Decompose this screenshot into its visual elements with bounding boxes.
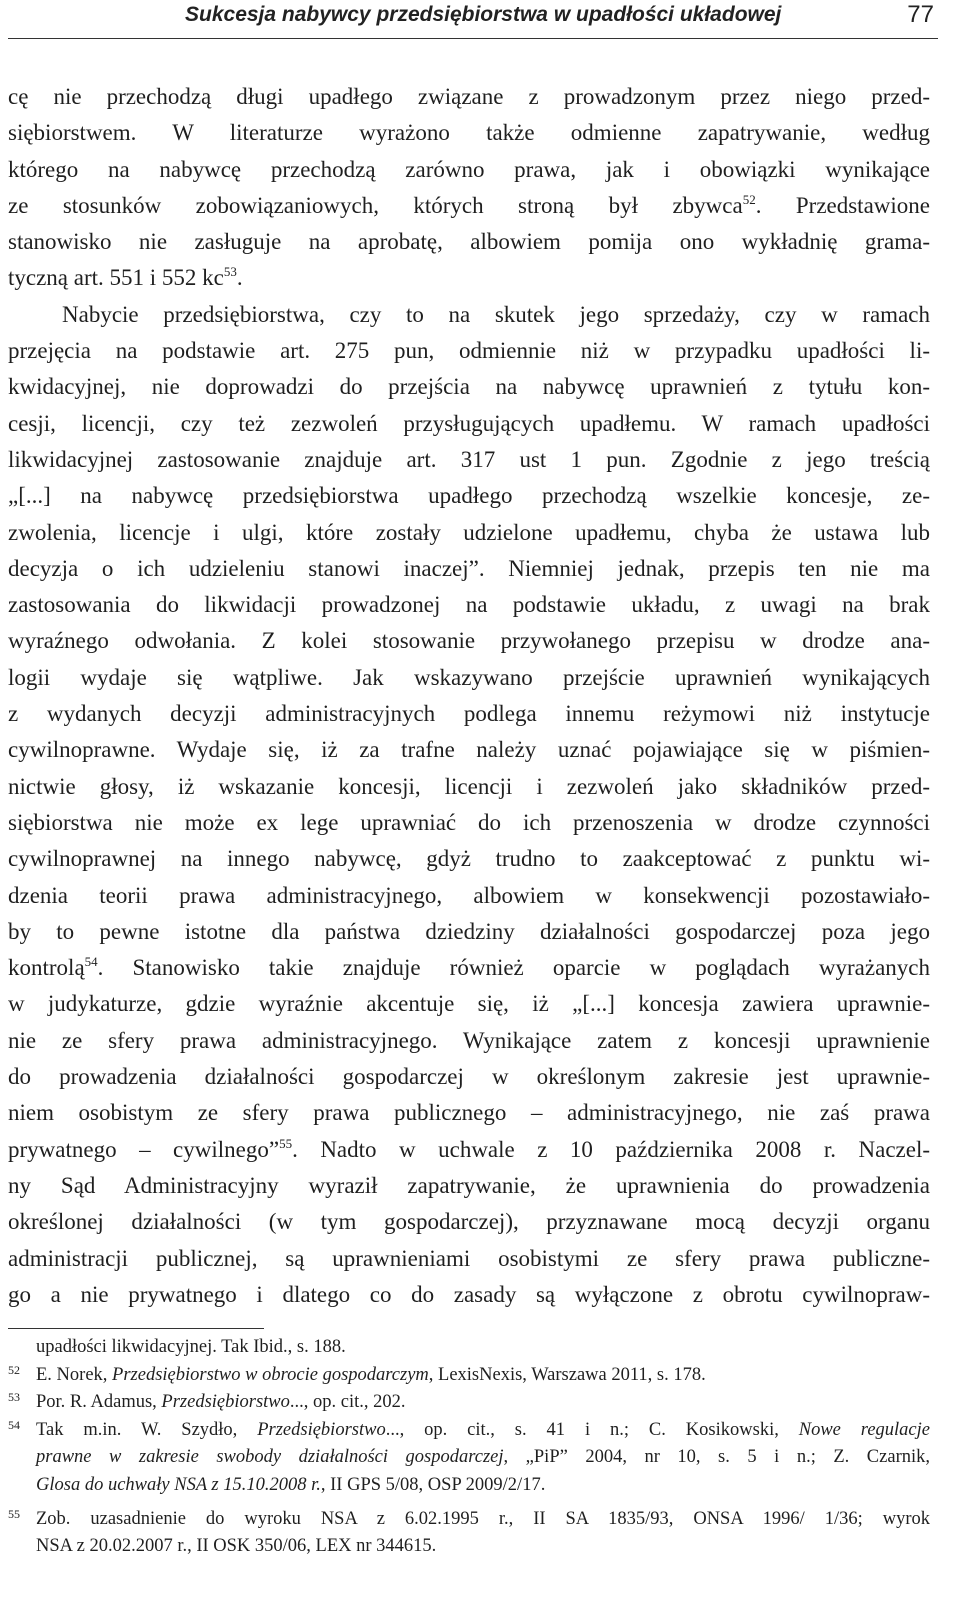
footnote-continuation: upadłości likwidacyjnej. Tak Ibid., s. 188.	[36, 1337, 346, 1357]
text-line: „[...] na nabywcę przedsiębiorstwa upadłego przechodzą wszelkie koncesje, ze-	[8, 483, 930, 509]
main-text	[8, 79, 930, 1313]
text-span: prywatnego – cywilnego”	[8, 1136, 280, 1162]
text-line: nie ze sfery prawa administracyjnego. Wynikające zatem z koncesji uprawnienie	[8, 1027, 930, 1053]
cited-title: Nowe regulacje	[798, 1419, 930, 1440]
cited-title: Przedsiębiorstwo w obrocie gospodarczym	[112, 1364, 429, 1385]
footnote-ref[interactable]: 54	[84, 954, 98, 970]
footnote-55	[8, 1506, 930, 1534]
text-line: nictwie głosy, iż wskazanie koncesji, licencji i zezwoleń jako składników przed-	[8, 773, 930, 799]
text-line: administracji publicznej, są uprawnieniami osobistymi ze sfery prawa publiczne-	[8, 1245, 930, 1271]
footnote-52	[8, 1362, 930, 1390]
cited-title: Przedsiębiorstwo	[161, 1392, 290, 1413]
text-span: , LexisNexis, Warszawa 2011, s. 178.	[428, 1364, 706, 1385]
footnote-number: 55	[8, 1506, 20, 1521]
text-span: , „PiP” 2004, nr 10, s. 5 i n.; Z. Czarnik,	[503, 1447, 930, 1468]
footnote-divider	[8, 1328, 264, 1329]
text-span: . Nadto w uchwale z 10 października 2008 r. Naczel-	[292, 1136, 930, 1162]
footnote-number: 53	[8, 1390, 20, 1405]
text-line: określonej działalności (w tym gospodarczej), przyznawane mocą decyzji organu	[8, 1209, 930, 1235]
text-span: ..., op. cit., s. 41 i n.; C. Kosikowski,	[385, 1419, 799, 1440]
text-line	[8, 950, 930, 986]
text-span: tyczną art. 551 i 552 kc	[8, 265, 224, 291]
footnote-54	[8, 1417, 930, 1445]
page-number: 77	[907, 1, 934, 28]
running-header	[8, 0, 938, 39]
text-line: zwolenia, licencje i ulgi, które zostały udzielone upadłemu, chyba że ustawa lub	[8, 519, 930, 545]
footnote-54-line-2	[8, 1444, 930, 1472]
text-span: , II GPS 5/08, OSP 2009/2/17.	[320, 1474, 546, 1495]
text-line	[8, 260, 930, 296]
footnote-number: 52	[8, 1362, 20, 1377]
text-line	[8, 188, 930, 224]
text-line: do prowadzenia działalności gospodarczej w określonym zakresie jest uprawnie-	[8, 1064, 930, 1090]
footnote-54-line-3	[8, 1472, 930, 1500]
text-line: cywilnoprawne. Wydaje się, iż za trafne należy uznać pojawiające się w piśmien-	[8, 737, 930, 763]
footnote-ref[interactable]: 55	[279, 1135, 293, 1151]
paragraph-first-line: Nabycie przedsiębiorstwa, czy to na skutek jego sprzedaży, czy w ramach	[62, 301, 930, 327]
text-span: kontrolą	[8, 955, 85, 981]
text-line: zastosowania do likwidacji prowadzonej na podstawie układu, z uwagi na brak	[8, 592, 930, 618]
text-line: logii wydaje się wątpliwe. Jak wskazywano przejście uprawnień wynikających	[8, 664, 930, 690]
text-line: cę nie przechodzą długi upadłego związane z prowadzonym przez niego przed-	[8, 84, 930, 109]
text-line: kwidacyjnej, nie doprowadzi do przejścia na nabywcę uprawnień z tytułu kon-	[8, 374, 930, 400]
text-line: stanowisko nie zasługuje na aprobatę, albowiem pomija ono wykładnię grama-	[8, 229, 930, 255]
text-line: cesji, licencji, czy też zezwoleń przysługujących upadłemu. W ramach upadłości	[8, 410, 930, 436]
cited-title: Przedsiębiorstwo	[257, 1419, 386, 1440]
text-line: przejęcia na podstawie art. 275 pun, odmiennie niż w przypadku upadłości li-	[8, 338, 930, 364]
cited-title: prawne w zakresie swobody działalności gospodarczej	[36, 1447, 504, 1468]
cited-title: Glosa do uchwały NSA z 15.10.2008 r.	[36, 1474, 321, 1495]
text-span: Tak m.in. W. Szydło,	[36, 1419, 258, 1440]
text-span: . Stanowisko takie znajduje również oparcie w poglądach wyrażanych	[97, 955, 930, 981]
text-span: E. Norek,	[36, 1364, 113, 1385]
text-line: siębiorstwa nie może ex lege uprawniać do ich przenoszenia w drodze czynności	[8, 809, 930, 835]
text-span: ze stosunków zobowiązaniowych, których stroną był zbywca	[8, 192, 743, 218]
text-line: wyraźnego odwołania. Z kolei stosowanie przywołanego przepisu w drodze ana-	[8, 628, 930, 654]
footnote-ref[interactable]: 53	[223, 264, 237, 280]
text-line: niem osobistym ze sfery prawa publicznego – administracyjnego, nie zaś prawa	[8, 1100, 930, 1126]
footnote-number: 54	[8, 1417, 20, 1432]
footnote-55-line-2: NSA z 20.02.2007 r., II OSK 350/06, LEX nr 344615.	[36, 1536, 437, 1557]
text-span: . Przedstawione	[755, 192, 930, 218]
text-line: siębiorstwem. W literaturze wyrażono także odmienne zapatrywanie, według	[8, 120, 930, 146]
running-title: Sukcesja nabywcy przedsiębiorstwa w upadłości układowej	[185, 3, 782, 26]
text-line: w judykaturze, gdzie wyraźnie akcentuje się, iż „[...] koncesja zawiera uprawnie-	[8, 991, 930, 1017]
text-line: z wydanych decyzji administracyjnych podlega innemu reżymowi niż instytucje	[8, 701, 930, 727]
footnote-ref[interactable]: 52	[742, 191, 756, 207]
text-line: likwidacyjnej zastosowanie znajduje art. 317 ust 1 pun. Zgodnie z jego treścią	[8, 446, 930, 472]
footnotes	[8, 1334, 930, 1561]
text-line	[8, 1132, 930, 1168]
text-span: ..., op. cit., 202.	[289, 1392, 406, 1413]
text-line: by to pewne istotne dla państwa dziedziny działalności gospodarczej poza jego	[8, 918, 930, 944]
text-line: decyzja o ich udzieleniu stanowi inaczej”. Niemniej jednak, przepis ten nie ma	[8, 555, 930, 581]
text-span: Zob. uzasadnienie do wyroku NSA z 6.02.1995 r., II SA 1835/93, ONSA 1996/ 1/36; wyrok	[36, 1508, 930, 1529]
footnote-53	[8, 1389, 930, 1417]
text-line: ny Sąd Administracyjny wyraził zapatrywanie, że uprawnienia do prowadzenia	[8, 1172, 930, 1198]
text-line: którego na nabywcę przechodzą zarówno prawa, jak i obowiązki wynikające	[8, 156, 930, 182]
text-line: cywilnoprawnej na innego nabywcę, gdyż trudno to zaakceptować z punktu wi-	[8, 846, 930, 872]
text-span: .	[236, 265, 243, 291]
text-line: dzenia teorii prawa administracyjnego, albowiem w konsekwencji pozostawiało-	[8, 882, 930, 908]
text-line: go a nie prywatnego i dlatego co do zasady są wyłączone z obrotu cywilnopraw-	[8, 1281, 930, 1307]
text-span: Por. R. Adamus,	[36, 1392, 162, 1413]
